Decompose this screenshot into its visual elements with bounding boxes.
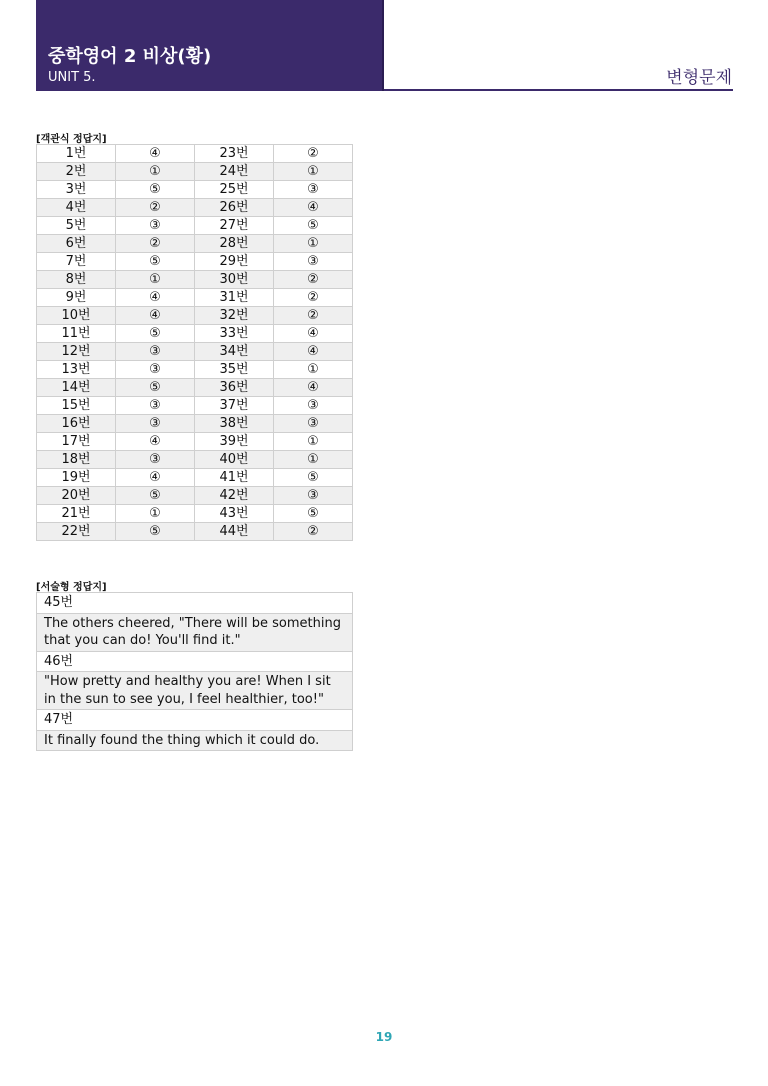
question-number: 31번 xyxy=(195,289,274,307)
answer-choice: ① xyxy=(274,163,353,181)
question-number: 1번 xyxy=(37,145,116,163)
table-row xyxy=(37,235,353,253)
question-number: 29번 xyxy=(195,253,274,271)
answer-choice: ⑤ xyxy=(116,253,195,271)
answer-choice: ④ xyxy=(116,289,195,307)
answer-choice: ② xyxy=(274,307,353,325)
question-number: 27번 xyxy=(195,217,274,235)
table-row xyxy=(37,217,353,235)
answer-choice: ② xyxy=(116,235,195,253)
objective-answers-label: [객관식 정답지] xyxy=(36,134,107,145)
answer-choice: ② xyxy=(274,145,353,163)
answer-choice: ⑤ xyxy=(116,379,195,397)
question-number: 44번 xyxy=(195,523,274,541)
question-number: 40번 xyxy=(195,451,274,469)
answer-choice: ④ xyxy=(116,433,195,451)
question-number: 3번 xyxy=(37,181,116,199)
table-row xyxy=(37,651,353,672)
question-number: 5번 xyxy=(37,217,116,235)
answer-choice: ③ xyxy=(116,415,195,433)
question-number: 35번 xyxy=(195,361,274,379)
answer-choice: ④ xyxy=(116,145,195,163)
question-number: 22번 xyxy=(37,523,116,541)
question-number: 21번 xyxy=(37,505,116,523)
answer-choice: ⑤ xyxy=(116,487,195,505)
answer-choice: ③ xyxy=(274,253,353,271)
question-number: 46번 xyxy=(37,651,353,672)
question-number: 42번 xyxy=(195,487,274,505)
answer-choice: ③ xyxy=(274,415,353,433)
answer-choice: ① xyxy=(274,361,353,379)
question-number: 18번 xyxy=(37,451,116,469)
table-row xyxy=(37,487,353,505)
header-banner xyxy=(36,0,384,91)
table-row xyxy=(37,343,353,361)
answer-choice: ② xyxy=(274,523,353,541)
question-number: 24번 xyxy=(195,163,274,181)
question-number: 39번 xyxy=(195,433,274,451)
question-number: 17번 xyxy=(37,433,116,451)
table-row xyxy=(37,199,353,217)
question-number: 2번 xyxy=(37,163,116,181)
textbook-title: 중학영어 2 비상(황) xyxy=(48,46,212,67)
table-row xyxy=(37,163,353,181)
question-number: 28번 xyxy=(195,235,274,253)
question-number: 33번 xyxy=(195,325,274,343)
answer-text: "How pretty and healthy you are! When I sit in the sun to see you, I feel healthier, too!" xyxy=(37,672,353,710)
question-number: 19번 xyxy=(37,469,116,487)
table-row xyxy=(37,379,353,397)
question-number: 8번 xyxy=(37,271,116,289)
question-number: 11번 xyxy=(37,325,116,343)
question-number: 36번 xyxy=(195,379,274,397)
question-number: 20번 xyxy=(37,487,116,505)
answer-choice: ① xyxy=(116,163,195,181)
answer-choice: ⑤ xyxy=(274,217,353,235)
answer-choice: ④ xyxy=(274,325,353,343)
question-number: 4번 xyxy=(37,199,116,217)
table-row xyxy=(37,397,353,415)
question-number: 30번 xyxy=(195,271,274,289)
table-row xyxy=(37,593,353,614)
table-row xyxy=(37,415,353,433)
question-number: 23번 xyxy=(195,145,274,163)
question-number: 16번 xyxy=(37,415,116,433)
section-type-label: 변형문제 xyxy=(666,68,732,88)
answer-choice: ③ xyxy=(274,487,353,505)
table-row xyxy=(37,145,353,163)
unit-label: UNIT 5. xyxy=(48,70,96,85)
answer-choice: ⑤ xyxy=(116,523,195,541)
question-number: 13번 xyxy=(37,361,116,379)
answer-choice: ③ xyxy=(116,217,195,235)
answer-choice: ④ xyxy=(116,469,195,487)
answer-choice: ④ xyxy=(274,343,353,361)
answer-choice: ① xyxy=(274,451,353,469)
table-row xyxy=(37,307,353,325)
table-row xyxy=(37,730,353,751)
header-underline xyxy=(384,89,733,91)
question-number: 45번 xyxy=(37,593,353,614)
table-row xyxy=(37,361,353,379)
answer-choice: ① xyxy=(116,505,195,523)
question-number: 34번 xyxy=(195,343,274,361)
table-row xyxy=(37,505,353,523)
answer-choice: ① xyxy=(116,271,195,289)
question-number: 6번 xyxy=(37,235,116,253)
table-row xyxy=(37,451,353,469)
descriptive-answer-table xyxy=(36,592,353,751)
answer-text: The others cheered, "There will be something that you can do! You'll find it." xyxy=(37,613,353,651)
answer-choice: ④ xyxy=(274,199,353,217)
answer-choice: ⑤ xyxy=(116,325,195,343)
table-row xyxy=(37,469,353,487)
answer-choice: ④ xyxy=(274,379,353,397)
question-number: 38번 xyxy=(195,415,274,433)
table-row xyxy=(37,289,353,307)
descriptive-answers-label: [서술형 정답지] xyxy=(36,582,107,593)
answer-choice: ③ xyxy=(116,343,195,361)
question-number: 41번 xyxy=(195,469,274,487)
answer-choice: ⑤ xyxy=(116,181,195,199)
answer-choice: ② xyxy=(116,199,195,217)
question-number: 7번 xyxy=(37,253,116,271)
answer-choice: ③ xyxy=(274,181,353,199)
page-number: 19 xyxy=(375,1030,393,1044)
table-row xyxy=(37,672,353,710)
answer-choice: ⑤ xyxy=(274,505,353,523)
answer-choice: ⑤ xyxy=(274,469,353,487)
table-row xyxy=(37,271,353,289)
answer-choice: ③ xyxy=(274,397,353,415)
answer-choice: ④ xyxy=(116,307,195,325)
table-row xyxy=(37,523,353,541)
question-number: 37번 xyxy=(195,397,274,415)
table-row xyxy=(37,613,353,651)
question-number: 9번 xyxy=(37,289,116,307)
table-row xyxy=(37,433,353,451)
answer-choice: ③ xyxy=(116,451,195,469)
question-number: 12번 xyxy=(37,343,116,361)
table-row xyxy=(37,253,353,271)
answer-choice: ③ xyxy=(116,361,195,379)
table-row xyxy=(37,325,353,343)
answer-choice: ① xyxy=(274,235,353,253)
table-row xyxy=(37,710,353,731)
question-number: 25번 xyxy=(195,181,274,199)
answer-choice: ① xyxy=(274,433,353,451)
question-number: 14번 xyxy=(37,379,116,397)
question-number: 32번 xyxy=(195,307,274,325)
answer-choice: ③ xyxy=(116,397,195,415)
objective-answer-table xyxy=(36,144,353,541)
table-row xyxy=(37,181,353,199)
question-number: 15번 xyxy=(37,397,116,415)
question-number: 10번 xyxy=(37,307,116,325)
answer-text: It finally found the thing which it could do. xyxy=(37,730,353,751)
question-number: 43번 xyxy=(195,505,274,523)
question-number: 26번 xyxy=(195,199,274,217)
answer-choice: ② xyxy=(274,271,353,289)
answer-choice: ② xyxy=(274,289,353,307)
question-number: 47번 xyxy=(37,710,353,731)
